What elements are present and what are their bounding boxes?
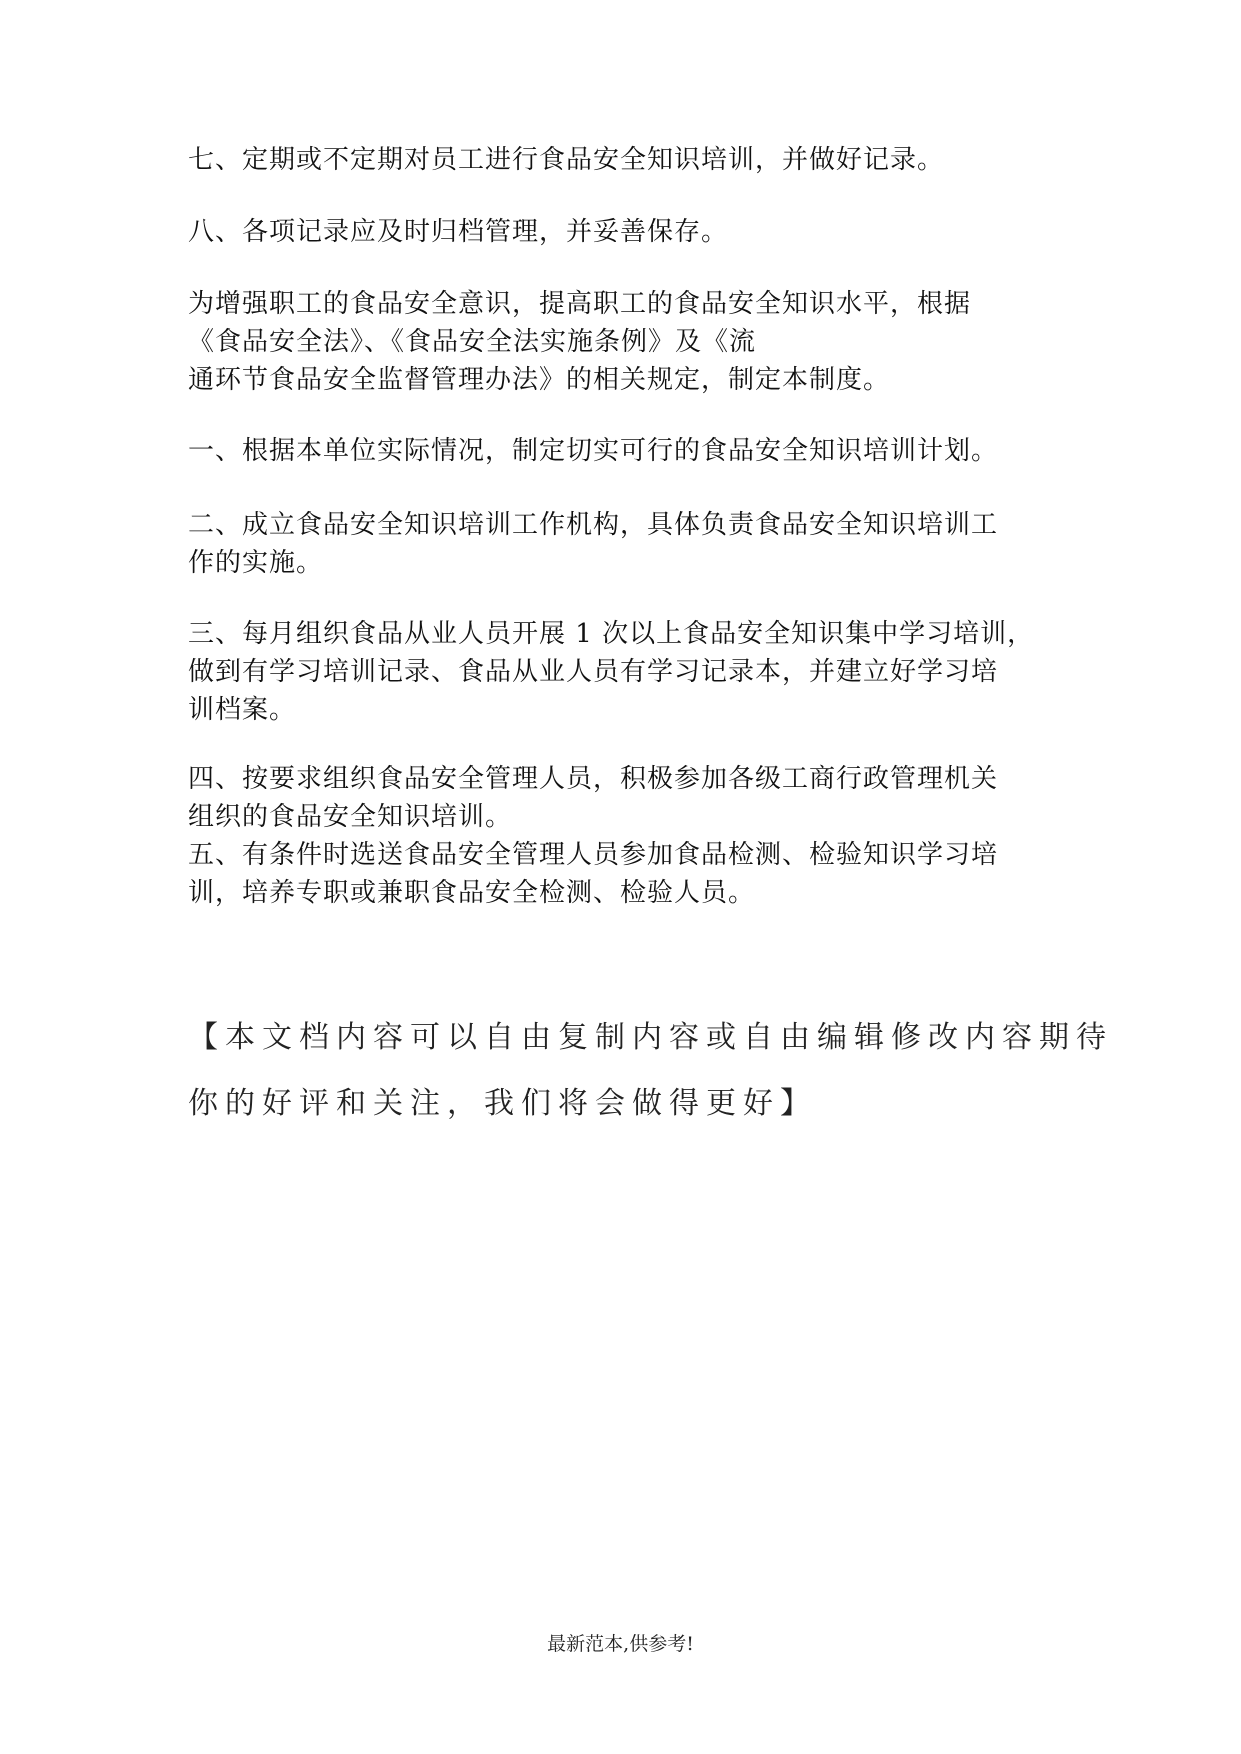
paragraph-rule-2	[188, 506, 1068, 582]
text-line: 组织的食品安全知识培训。	[188, 802, 513, 832]
text-line: 四、按要求组织食品安全管理人员，积极参加各级工商行政管理机关	[188, 764, 999, 794]
paragraph-rule-4-5	[188, 760, 1068, 912]
paragraph-intro	[188, 285, 1068, 399]
text-line: 一、根据本单位实际情况，制定切实可行的食品安全知识培训计划。	[188, 436, 999, 466]
paragraph-rule-1	[188, 432, 1068, 470]
page-footer: 最新范本,供参考!	[547, 1633, 694, 1655]
text-line: 做到有学习培训记录、食品从业人员有学习记录本，并建立好学习培	[188, 657, 999, 687]
text-line: 三、每月组织食品从业人员开展 1 次以上食品安全知识集中学习培训，	[188, 619, 1035, 649]
text-line: 为增强职工的食品安全意识，提高职工的食品安全知识水平，根据	[188, 289, 972, 319]
document-note	[188, 1005, 1113, 1137]
text-line: 训，培养专职或兼职食品安全检测、检验人员。	[188, 878, 756, 908]
paragraph-item-8	[188, 213, 1068, 251]
text-line: 七、定期或不定期对员工进行食品安全知识培训，并做好记录。	[188, 145, 945, 175]
note-line: 你的好评和关注，我们将会做得更好】	[188, 1086, 817, 1121]
note-line: 【本文档内容可以自由复制内容或自由编辑修改内容期待	[188, 1020, 1113, 1055]
text-line: 通环节食品安全监督管理办法》的相关规定，制定本制度。	[188, 365, 891, 395]
paragraph-rule-3	[188, 615, 1068, 729]
text-line: 五、有条件时选送食品安全管理人员参加食品检测、检验知识学习培	[188, 840, 999, 870]
text-line: 《食品安全法》、《食品安全法实施条例》及《流	[188, 327, 757, 357]
paragraph-item-7	[188, 141, 1068, 179]
text-line: 作的实施。	[188, 548, 324, 578]
text-line: 训档案。	[188, 695, 297, 725]
text-line: 二、成立食品安全知识培训工作机构，具体负责食品安全知识培训工	[188, 510, 999, 540]
text-line: 八、各项记录应及时归档管理，并妥善保存。	[188, 217, 729, 247]
